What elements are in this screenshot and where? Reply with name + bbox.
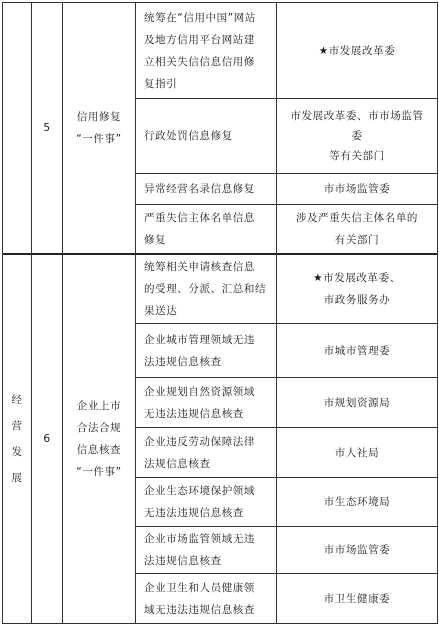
department-cell: 市人社局 xyxy=(334,446,380,459)
task-cell: 企业违反劳动保障法律 法规信息核查 xyxy=(144,435,255,470)
department-cell: ★市发展改革委、 市政务服务办 xyxy=(313,272,401,306)
task-cell: 行政处罚信息修复 xyxy=(144,130,233,142)
department-cell: 市市场监管委 xyxy=(323,183,391,195)
task-cell: 企业卫生和人员健康领 域无违法违规信息核查 xyxy=(144,581,255,616)
department-cell: ★市发展改革委 xyxy=(318,44,396,57)
department-cell: 市市场监管委 xyxy=(323,544,391,556)
task-cell: 统筹相关申请核查信息 的受理、分派、汇总和结 果送达 xyxy=(144,261,267,317)
department-cell: 市发展改革委、市市场监管 委 等有关部门 xyxy=(290,110,424,162)
department-cell: 市城市管理委 xyxy=(323,344,391,357)
department-cell: 市规划资源局 xyxy=(323,396,391,409)
category-label: 企业上市 合法合规 信息核查 “一件事” xyxy=(76,400,122,478)
section-label: 经 营 发 展 xyxy=(11,394,23,484)
task-cell: 企业生态环境保护领域 无违法违规信息核查 xyxy=(144,485,255,519)
task-cell: 企业市场监管领域无违 法违规信息核查 xyxy=(144,533,255,567)
task-cell: 异常经营名录信息修复 xyxy=(144,183,255,195)
department-cell: 市卫生健康委 xyxy=(323,592,391,605)
table-rule xyxy=(437,2,438,624)
department-cell: 涉及严重失信主体名单的 有关部门 xyxy=(295,212,419,246)
category-label: 信用修复 “一件事” xyxy=(76,111,122,145)
task-cell: 统筹在“信用中国”网站 及地方信用平台网站建 立相关失信信息信用修 复指引 xyxy=(144,11,256,90)
department-cell: 市生态环境局 xyxy=(323,496,391,508)
task-cell: 严重失信主体名单信息 修复 xyxy=(144,212,255,246)
task-cell: 企业规划自然资源领域 无违法违规信息核查 xyxy=(144,385,255,420)
task-cell: 企业城市管理领域无违 法违规信息核查 xyxy=(144,333,255,368)
row-number: 5 xyxy=(43,122,51,134)
table-rule xyxy=(2,623,438,624)
row-number: 6 xyxy=(43,433,51,445)
